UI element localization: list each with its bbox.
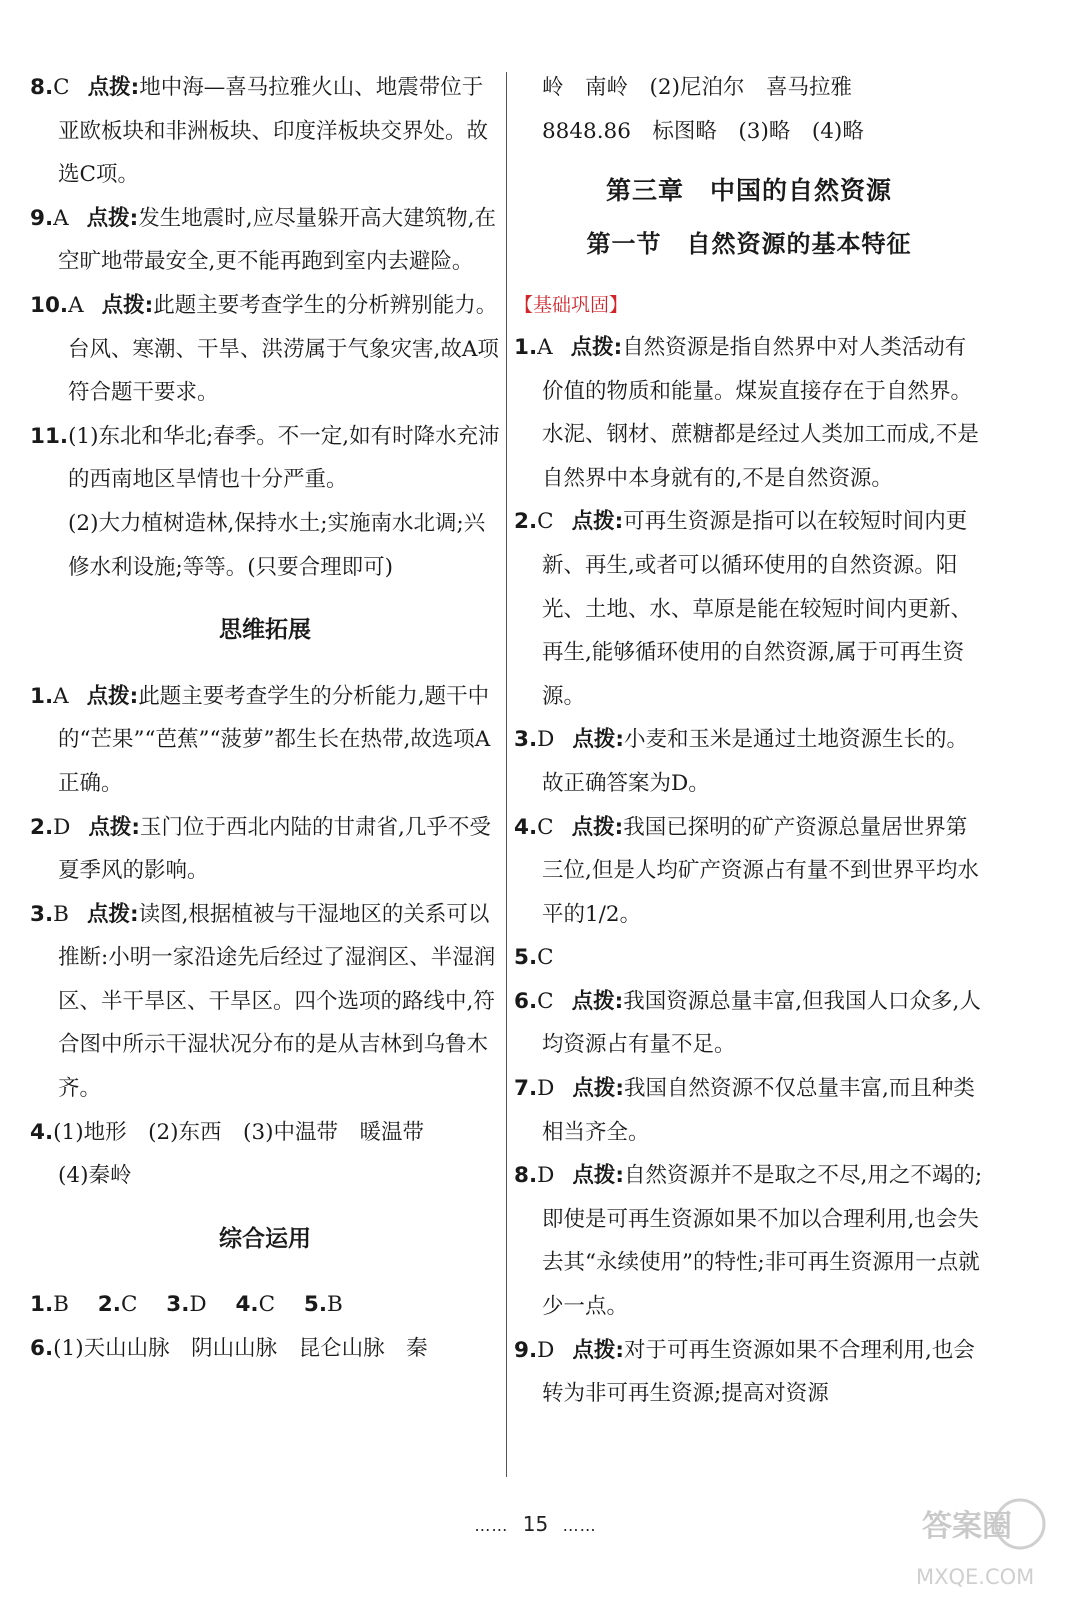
- answer-item: [30, 675, 500, 806]
- tip-label: 点拨:: [572, 1163, 624, 1189]
- svg-text:MXQE.COM: MXQE.COM: [916, 1565, 1035, 1589]
- item-number: 11.: [30, 423, 69, 449]
- item-text: 我国资源总量丰富,但我国人口众多,人均资源占有量不足。: [542, 988, 981, 1058]
- column-divider: [506, 72, 507, 1477]
- tip-label: 点拨:: [86, 683, 139, 709]
- item-number: 5.: [514, 945, 538, 971]
- page-number: 15: [522, 1512, 549, 1536]
- item-answer: C: [537, 509, 554, 535]
- item-answer: A: [68, 292, 84, 318]
- answer-item: [30, 415, 500, 502]
- item-text: 发生地震时,应尽量躲开高大建筑物,在空旷地带最安全,更不能再跑到室内去避险。: [58, 205, 496, 275]
- right-column: [514, 66, 984, 1416]
- item-number: 6.: [514, 988, 538, 1014]
- answer-item: [30, 1111, 500, 1155]
- item-number: 1.: [514, 334, 538, 360]
- item-text: 可再生资源是指可以在较短时间内更新、再生,或者可以循环使用的自然资源。阳光、土地、水、草原是能在较短时间内更新、再生,能够循环使用的自然资源,属于可再生资源。: [542, 509, 973, 709]
- item-text: 读图,根据植被与干湿地区的关系可以推断:小明一家沿途先后经过了湿润区、半湿润区、半干旱区、干旱区。四个选项的路线中,符合图中所示干湿状况分布的是从吉林到乌鲁木齐。: [58, 901, 496, 1102]
- item-number: 10.: [30, 292, 69, 318]
- item-answer: C: [258, 1292, 276, 1318]
- item-text: 我国已探明的矿产资源总量居世界第三位,但是人均矿产资源占有量不到世界平均水平的1/2。: [542, 814, 979, 927]
- tip-label: 点拨:: [101, 292, 154, 318]
- section-tag: 【基础巩固】: [514, 294, 629, 317]
- item-number: 2.: [97, 1292, 121, 1318]
- item-text: 地中海—喜马拉雅火山、地震带位于亚欧板块和非洲板块、印度洋板块交界处。故选C项。: [58, 75, 489, 188]
- item-number: 6.: [30, 1336, 54, 1362]
- item-number: 8.: [30, 75, 54, 100]
- item-text: 此题主要考查学生的分析能力,题干中的“芒果”“芭蕉”“菠萝”都生长在热带,故选项A正确。: [58, 683, 491, 796]
- item-answer: B: [53, 901, 69, 927]
- answer-item: [30, 66, 500, 197]
- footer-dots: ……: [562, 1516, 597, 1535]
- item-number: 3.: [166, 1292, 190, 1318]
- item-answer: D: [537, 1076, 555, 1102]
- tip-label: 点拨:: [87, 75, 140, 100]
- item-number: 2.: [514, 509, 538, 535]
- tip-label: 点拨:: [86, 901, 139, 927]
- answer-item: [514, 718, 984, 805]
- item-text: 我国自然资源不仅总量丰富,而且种类相当齐全。: [542, 1076, 975, 1145]
- chapter-title: 第三章 中国的自然资源: [605, 176, 892, 206]
- tip-label: 点拨:: [86, 205, 139, 231]
- tip-label: 点拨:: [571, 814, 624, 840]
- tip-label: 点拨:: [572, 727, 624, 753]
- answer-item: [514, 1329, 984, 1416]
- item-text: (1)天山山脉 阴山山脉 昆仑山脉 秦: [53, 1336, 428, 1362]
- item-text: (1)东北和华北;春季。不一定,如有时降水充沛的西南地区旱情也十分严重。: [68, 423, 500, 493]
- item-answer: A: [53, 205, 69, 231]
- watermark-logo: [902, 1492, 1062, 1596]
- answer-subpart: (2)大力植树造林,保持水土;实施南水北调;兴修水利设施;等等。(只要合理即可): [68, 510, 486, 580]
- continued-text: 8848.86 标图略 (3)略 (4)略: [542, 118, 864, 144]
- left-column: [30, 66, 500, 1371]
- item-answer: C: [53, 75, 70, 100]
- item-number: 3.: [30, 901, 54, 927]
- item-text: 自然资源是指自然界中对人类活动有价值的物质和能量。煤炭直接存在于自然界。水泥、钢材、蔗糖都是经过人类加工而成,不是自然界中本身就有的,不是自然资源。: [542, 334, 979, 491]
- item-answer: C: [537, 945, 554, 971]
- answer-item: [514, 806, 984, 937]
- item-number: 5.: [303, 1292, 328, 1318]
- item-number: 3.: [514, 727, 538, 753]
- item-text: 玉门位于西北内陆的甘肃省,几乎不受夏季风的影响。: [58, 814, 491, 884]
- item-number: 9.: [514, 1337, 538, 1363]
- item-answer: D: [189, 1292, 207, 1318]
- answer-item: [514, 1154, 984, 1328]
- tip-label: 点拨:: [572, 1337, 624, 1363]
- answer-item: [30, 1327, 500, 1371]
- item-number: 8.: [514, 1163, 538, 1189]
- item-answer: A: [53, 683, 69, 709]
- item-answer: D: [537, 1337, 555, 1363]
- item-number: 1.: [30, 1292, 54, 1318]
- continued-text: 岭 南岭 (2)尼泊尔 喜马拉雅: [542, 75, 852, 100]
- section-title: 第一节 自然资源的基本特征: [586, 229, 912, 258]
- answer-item: [514, 936, 984, 980]
- answer-item: [30, 284, 500, 415]
- item-number: 1.: [30, 683, 54, 709]
- footer-dots: ……: [474, 1516, 509, 1535]
- tip-label: 点拨:: [572, 1076, 624, 1102]
- item-text: (1)地形 (2)东西 (3)中温带 暖温带: [53, 1119, 425, 1145]
- section-title: 综合运用: [219, 1225, 311, 1252]
- item-answer: C: [537, 988, 554, 1014]
- answer-item: [514, 1067, 984, 1154]
- item-number: 9.: [30, 205, 54, 231]
- item-text: 对于可再生资源如果不合理利用,也会转为非可再生资源;提高对资源: [542, 1337, 975, 1407]
- item-answer: D: [53, 814, 71, 840]
- item-answer: B: [53, 1292, 69, 1318]
- item-number: 7.: [514, 1076, 538, 1102]
- item-answer: A: [537, 334, 553, 360]
- item-text: 此题主要考查学生的分析辨别能力。台风、寒潮、干旱、洪涝属于气象灾害,故A项符合题干要求。: [68, 292, 499, 406]
- answer-item: [514, 980, 984, 1067]
- tip-label: 点拨:: [571, 509, 624, 535]
- answer-subpart: (4)秦岭: [58, 1163, 132, 1189]
- item-text: 小麦和玉米是通过土地资源生长的。故正确答案为D。: [542, 727, 969, 796]
- item-answer: D: [537, 727, 555, 753]
- answer-item: [30, 893, 500, 1111]
- item-number: 4.: [30, 1119, 54, 1145]
- item-answer: C: [120, 1292, 138, 1318]
- answer-item: [514, 500, 984, 718]
- tip-label: 点拨:: [571, 988, 624, 1014]
- item-number: 4.: [514, 814, 538, 840]
- item-number: 2.: [30, 814, 54, 840]
- answer-row: [30, 1283, 500, 1327]
- answer-item: [30, 806, 500, 893]
- item-answer: D: [537, 1163, 555, 1189]
- answer-item: [30, 197, 500, 284]
- section-title: 思维拓展: [219, 617, 311, 644]
- item-text: 自然资源并不是取之不尽,用之不竭的;即使是可再生资源如果不加以合理利用,也会失去其“永续使用”的特性;非可再生资源用一点就少一点。: [542, 1163, 983, 1320]
- item-answer: B: [327, 1292, 343, 1318]
- tip-label: 点拨:: [570, 334, 623, 360]
- tip-label: 点拨:: [88, 814, 140, 840]
- item-number: 4.: [235, 1292, 259, 1318]
- answer-item: [514, 326, 984, 500]
- item-answer: C: [537, 814, 554, 840]
- svg-text:答案圈: 答案圈: [922, 1509, 1012, 1544]
